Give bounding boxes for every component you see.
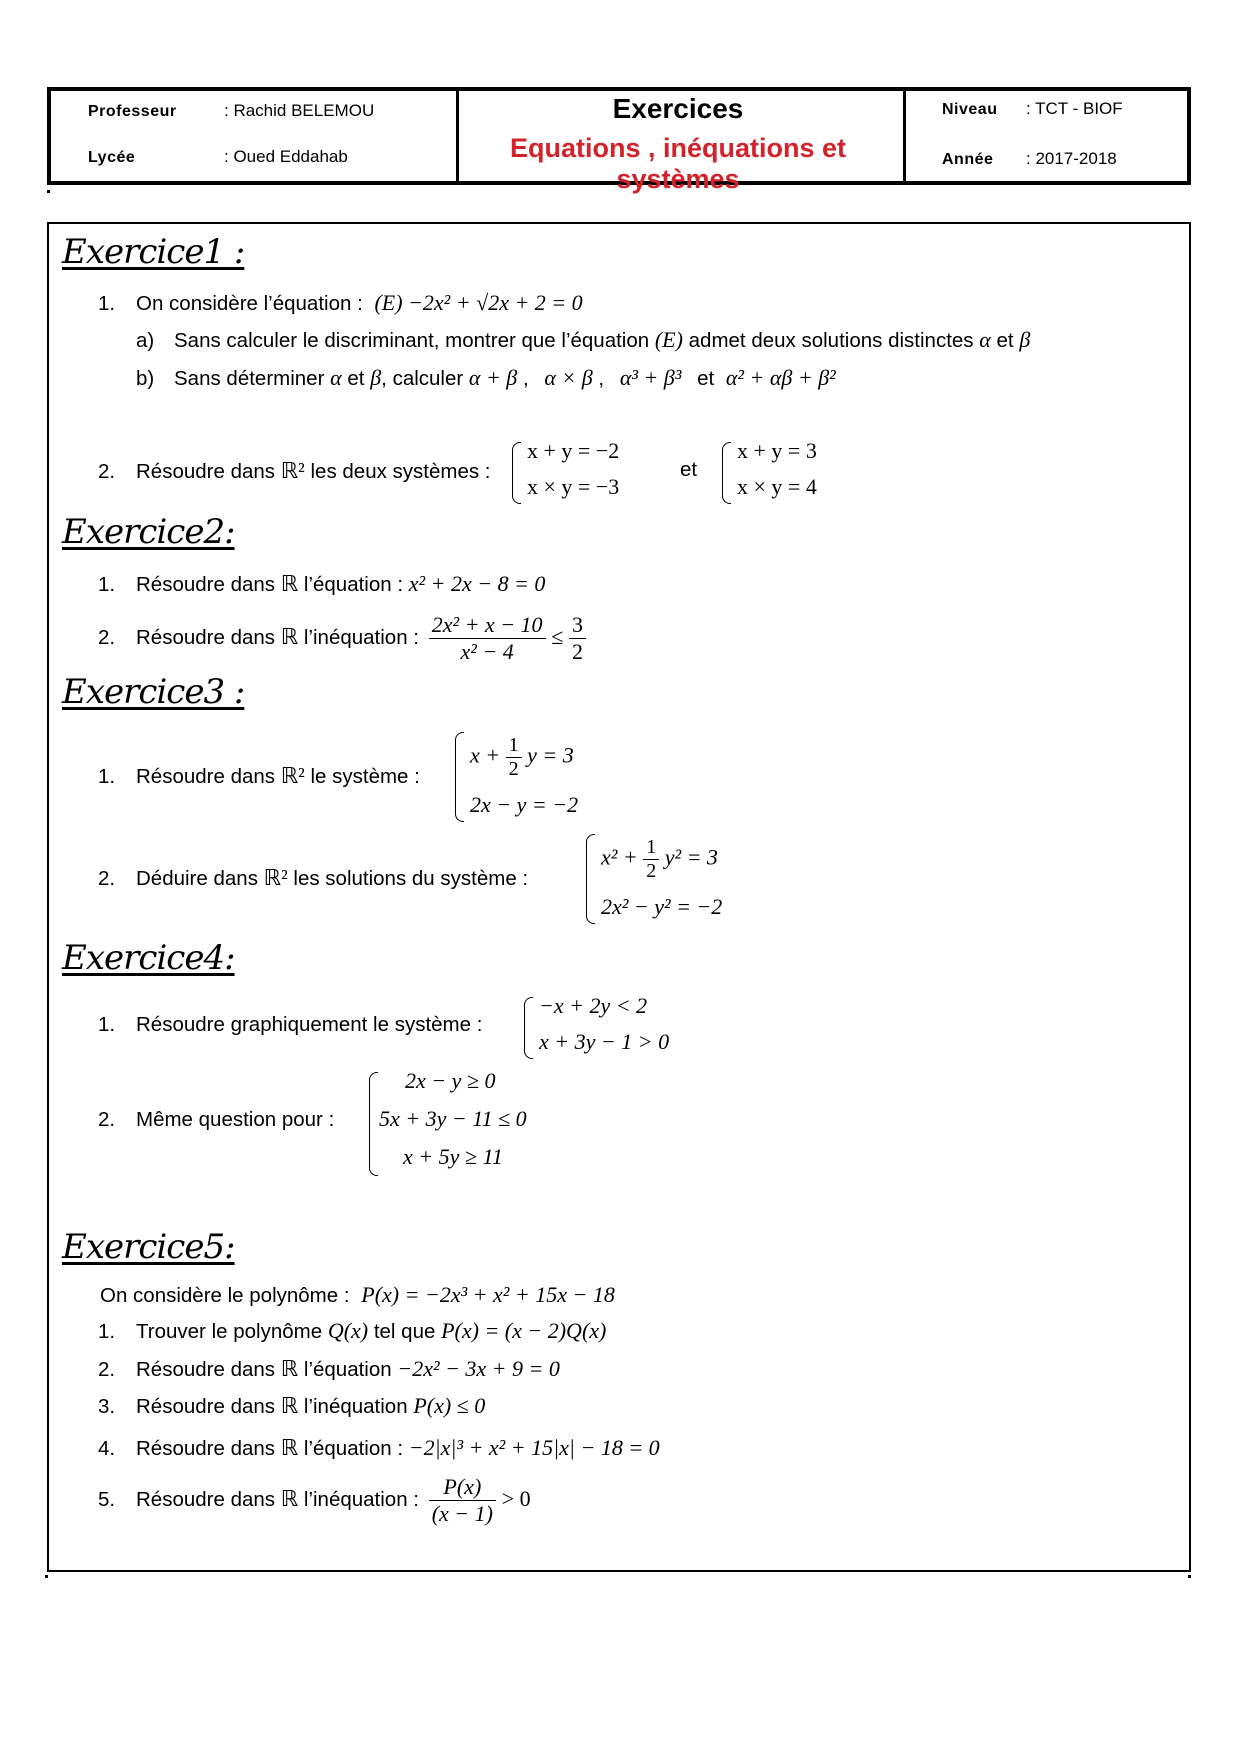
fraction — [429, 1474, 496, 1527]
item-letter: b) — [136, 367, 155, 390]
question-text: le système : — [310, 765, 420, 788]
math-expression: P(x) = (x − 2)Q(x) — [441, 1318, 607, 1343]
set-symbol: ℝ — [280, 571, 299, 596]
question-text: On considère l’équation : — [136, 292, 363, 315]
system-row: x + $\frac{1}{2}$ y = 3 — [470, 734, 574, 780]
question-text: tel que — [373, 1320, 436, 1343]
system-row: x + 3y − 1 > 0 — [539, 1029, 670, 1054]
question-text: , calculer — [381, 367, 464, 390]
set-symbol: ℝ — [280, 1435, 299, 1460]
ex3-question-1 — [98, 763, 420, 789]
numerator: P(x) — [429, 1474, 496, 1501]
item-number: 2. — [98, 867, 116, 890]
ex5-question-5 — [98, 1474, 531, 1527]
fraction — [429, 612, 546, 665]
system-row: x + y = −2 — [527, 438, 620, 463]
ex3-system-2 — [586, 830, 766, 926]
ex1-system-1 — [512, 438, 672, 508]
ex1-system-2 — [722, 438, 882, 508]
item-number: 1. — [98, 1320, 116, 1343]
ex4-question-1 — [98, 1013, 482, 1037]
fraction: $\frac{1}{2}$ — [506, 734, 522, 781]
question-text: Résoudre dans — [136, 625, 276, 649]
item-number: 5. — [98, 1487, 116, 1511]
system-row: 2x − y = −2 — [470, 792, 579, 817]
system-row: 2x² − y² = −2 — [601, 894, 723, 919]
math-expression: α² + αβ + β² — [725, 365, 836, 390]
professor-name: : Rachid BELEMOU — [224, 101, 375, 120]
question-text: Sans déterminer — [174, 367, 325, 390]
denominator: (x − 1) — [431, 1501, 493, 1526]
item-number: 4. — [98, 1437, 116, 1460]
ex4-system-2 — [369, 1068, 569, 1178]
page-title: Exercices — [612, 93, 744, 124]
brace — [524, 997, 533, 1059]
question-text: Trouver le polynôme — [136, 1320, 323, 1343]
fraction — [569, 612, 586, 665]
math-expression: P(x) ≤ 0 — [413, 1393, 486, 1418]
item-number: 1. — [98, 292, 116, 315]
exercise-5-heading: Exercice5: — [62, 1227, 235, 1267]
math-symbol: α — [330, 365, 342, 390]
brace — [722, 442, 731, 504]
question-text: et — [697, 367, 715, 390]
math-symbol: β — [1019, 327, 1031, 352]
item-number: 2. — [98, 1108, 116, 1131]
math-expression: −2|x|³ + x² + 15|x| − 18 = 0 — [408, 1435, 660, 1460]
denominator: x² − 4 — [460, 639, 514, 664]
lycee-name: : Oued Eddahab — [224, 147, 348, 166]
corner-dot — [1188, 1575, 1191, 1578]
system-row: −x + 2y < 2 — [539, 993, 648, 1018]
equation: x² + 2x − 8 = 0 — [408, 571, 546, 596]
ex5-intro — [100, 1282, 615, 1308]
question-text: l’équation — [303, 1358, 392, 1381]
set-symbol: ℝ² — [280, 763, 305, 788]
question-text: Résoudre dans — [136, 573, 276, 596]
question-text: l’inéquation — [303, 1395, 408, 1418]
corner-dot — [45, 1575, 48, 1578]
system-row: x + y = 3 — [737, 438, 817, 463]
exercise-4-heading: Exercice4: — [62, 938, 235, 978]
system-row: 2x − y ≥ 0 — [405, 1068, 496, 1093]
item-number: 1. — [98, 1013, 116, 1036]
header-divider — [903, 91, 906, 181]
brace — [455, 732, 464, 822]
math-expression: > 0 — [501, 1485, 531, 1511]
question-text: et — [996, 329, 1014, 352]
math-symbol: β — [370, 365, 382, 390]
math-expression: α + β — [468, 365, 518, 390]
math-expression: α × β — [544, 365, 593, 390]
ex3-system-1 — [455, 728, 615, 824]
ex1-question-1a — [136, 327, 1030, 353]
question-text: Résoudre dans — [136, 765, 276, 788]
denominator: 2 — [572, 639, 584, 664]
question-text: admet deux solutions distinctes — [688, 329, 974, 352]
question-text: les deux systèmes : — [310, 460, 491, 483]
math-expression: α³ + β³ — [619, 365, 682, 390]
question-text: l’inéquation : — [303, 625, 420, 649]
set-symbol: ℝ — [280, 1485, 299, 1511]
item-number: 2. — [98, 625, 116, 649]
ex2-question-2: 2. Résoudre dans ℝ l’inéquation : $\frac{\text{2x² + x − 10}}{\text{x² − 4}}$ ≤ $\frac{3}{2}$ — [98, 612, 586, 665]
math-expression: Q(x) — [327, 1318, 369, 1343]
brace — [586, 834, 595, 924]
ex4-system-1 — [524, 993, 704, 1063]
item-number: 2. — [98, 460, 116, 483]
question-text: Résoudre dans — [136, 1487, 276, 1511]
item-number: 3. — [98, 1395, 116, 1418]
question-text: l’équation : — [303, 1437, 404, 1460]
lycee-label: Lycée — [88, 149, 136, 166]
exercise-3-heading: Exercice3 : — [62, 672, 245, 712]
item-number: 2. — [98, 1358, 116, 1381]
question-text: les solutions du système : — [293, 867, 529, 890]
numerator: 3 — [569, 612, 586, 639]
brace — [369, 1072, 378, 1176]
ex5-question-3 — [98, 1393, 485, 1419]
question-text: Résoudre dans — [136, 460, 276, 483]
corner-dot — [47, 190, 50, 193]
ex5-question-1 — [98, 1318, 606, 1344]
question-text: Résoudre dans — [136, 1395, 276, 1418]
exercise-1-heading: Exercice1 : — [62, 232, 245, 272]
question-text: On considère le polynôme : — [100, 1284, 350, 1307]
item-number: 1. — [98, 765, 116, 788]
question-text: Résoudre dans — [136, 1358, 276, 1381]
math-symbol: (E) — [654, 327, 683, 352]
niveau-label: Niveau — [942, 101, 998, 118]
set-symbol: ℝ — [280, 623, 299, 649]
ex2-question-1 — [98, 571, 545, 597]
annee-value: : 2017-2018 — [1026, 149, 1117, 168]
brace — [512, 442, 521, 504]
page-subtitle: Equations , inéquations et systèmes — [509, 133, 847, 194]
ex1-question-1b: b) Sans déterminer α et β, calculer α + β , α × β , α³ + β³ et α² + αβ + β² — [136, 365, 836, 390]
fraction: $\frac{1}{2}$ — [643, 836, 659, 883]
ex1-question-2 — [98, 458, 491, 484]
ex4-question-2 — [98, 1108, 334, 1132]
question-text: Résoudre dans — [136, 1437, 276, 1460]
math-symbol: α — [979, 327, 991, 352]
set-symbol: ℝ² — [263, 865, 288, 890]
system-row: x × y = 4 — [737, 474, 817, 499]
set-symbol: ℝ² — [280, 458, 305, 483]
question-text: Même question pour : — [136, 1108, 335, 1131]
ex5-question-2 — [98, 1356, 560, 1382]
question-text: l’inéquation : — [303, 1487, 420, 1511]
exercise-2-heading: Exercice2: — [62, 512, 235, 552]
math-expression: −2x² − 3x + 9 = 0 — [397, 1356, 560, 1381]
numerator: 2x² + x − 10 — [429, 612, 546, 639]
professor-label: Professeur — [88, 103, 177, 120]
niveau-value: : TCT - BIOF — [1026, 99, 1123, 118]
system-row: x + 5y ≥ 11 — [403, 1144, 503, 1169]
question-text: et — [347, 367, 365, 390]
ex1-question-1 — [98, 290, 583, 316]
ex3-question-2 — [98, 865, 528, 891]
set-symbol: ℝ — [280, 1356, 299, 1381]
item-letter: a) — [136, 329, 155, 352]
ex5-question-4 — [98, 1435, 660, 1461]
question-text: Déduire dans — [136, 867, 258, 890]
system-row: x × y = −3 — [527, 474, 620, 499]
annee-label: Année — [942, 151, 994, 168]
polynomial: P(x) = −2x³ + x² + 15x − 18 — [361, 1282, 615, 1307]
system-row: x² + $\frac{1}{2}$ y² = 3 — [601, 836, 718, 882]
system-row: 5x + 3y − 11 ≤ 0 — [379, 1106, 527, 1131]
item-number: 1. — [98, 573, 116, 596]
set-symbol: ℝ — [280, 1393, 299, 1418]
question-text: Sans calculer le discriminant, montrer que l’équation — [174, 329, 650, 352]
question-text: Résoudre graphiquement le système : — [136, 1013, 483, 1036]
question-text: et — [680, 458, 698, 481]
equation-E: (E) −2x² + √2x + 2 = 0 — [374, 290, 583, 315]
question-text: l’équation : — [303, 573, 404, 596]
